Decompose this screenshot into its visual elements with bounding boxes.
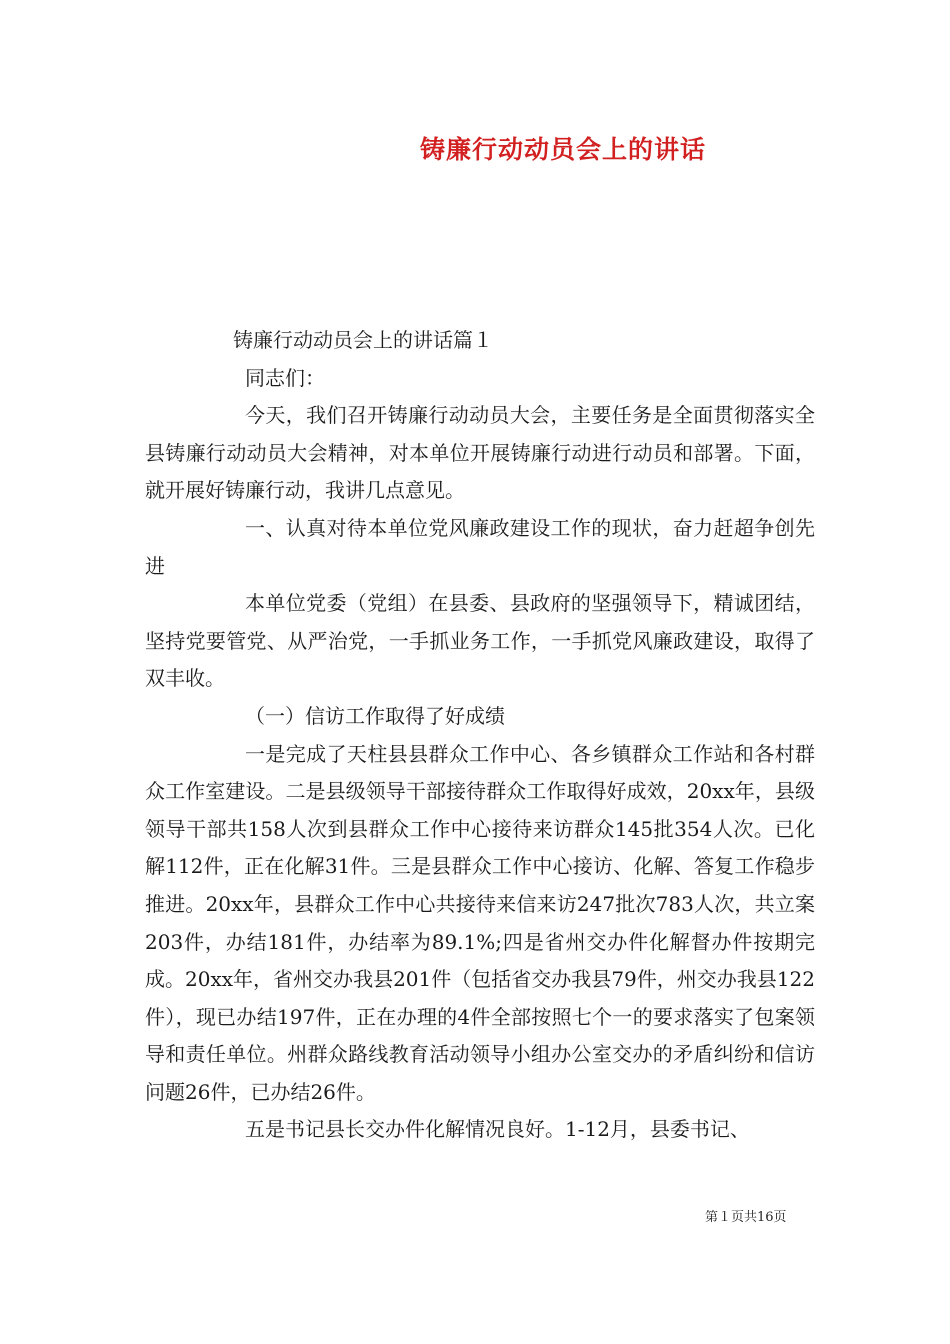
greeting-line: 同志们： <box>245 365 325 390</box>
page-footer: 第１页共16页 <box>705 1210 787 1225</box>
heading-section-one: 一、认真对待本单位党风廉政建设工作的现状，奋力赶超争创先进 <box>145 515 815 578</box>
paragraph-petition-work: 一是完成了天柱县县群众工作中心、各乡镇群众工作站和各村群众工作室建设。二是县级领导干部接待群众工作取得好成效，20xx年，县级领导干部共158人次到县群众工作中心接待来访群众145批354人次。已化解112件，正在化解31件。三是县群众工作中心接访、化解、答复工作稳步推进。20xx年，县群众工作中心共接待来信来访247批次783人次，共立案203件，办结181件，办结率为89.1%;四是省州交办件化解督办件按期完成。20xx年，省州交办我县201件（包括省交办我县79件，州交办我县122件），现已办结197件，正在办理的4件全部按照七个一的要求落实了包案领导和责任单位。州群众路线教育活动领导小组办公室交办的矛盾纠纷和信访问题26件，已办结26件。 <box>145 741 815 1104</box>
document-title: 铸廉行动动员会上的讲话 <box>420 135 707 164</box>
paragraph-intro: 今天，我们召开铸廉行动动员大会，主要任务是全面贯彻落实全县铸廉行动动员大会精神，对本单位开展铸廉行动进行动员和部署。下面，就开展好铸廉行动，我讲几点意见。 <box>145 403 815 503</box>
document-body <box>145 322 815 1149</box>
paragraph-fifth-point: 五是书记县长交办件化解情况良好。1-12月，县委书记、 <box>245 1117 750 1142</box>
paragraph-party-committee: 本单位党委（党组）在县委、县政府的坚强领导下，精诚团结，坚持党要管党、从严治党，一手抓业务工作，一手抓党风廉政建设，取得了双丰收。 <box>145 591 815 691</box>
section-subtitle: 铸廉行动动员会上的讲话篇１ <box>233 328 493 352</box>
heading-subsection-one: （一）信访工作取得了好成绩 <box>245 703 505 728</box>
